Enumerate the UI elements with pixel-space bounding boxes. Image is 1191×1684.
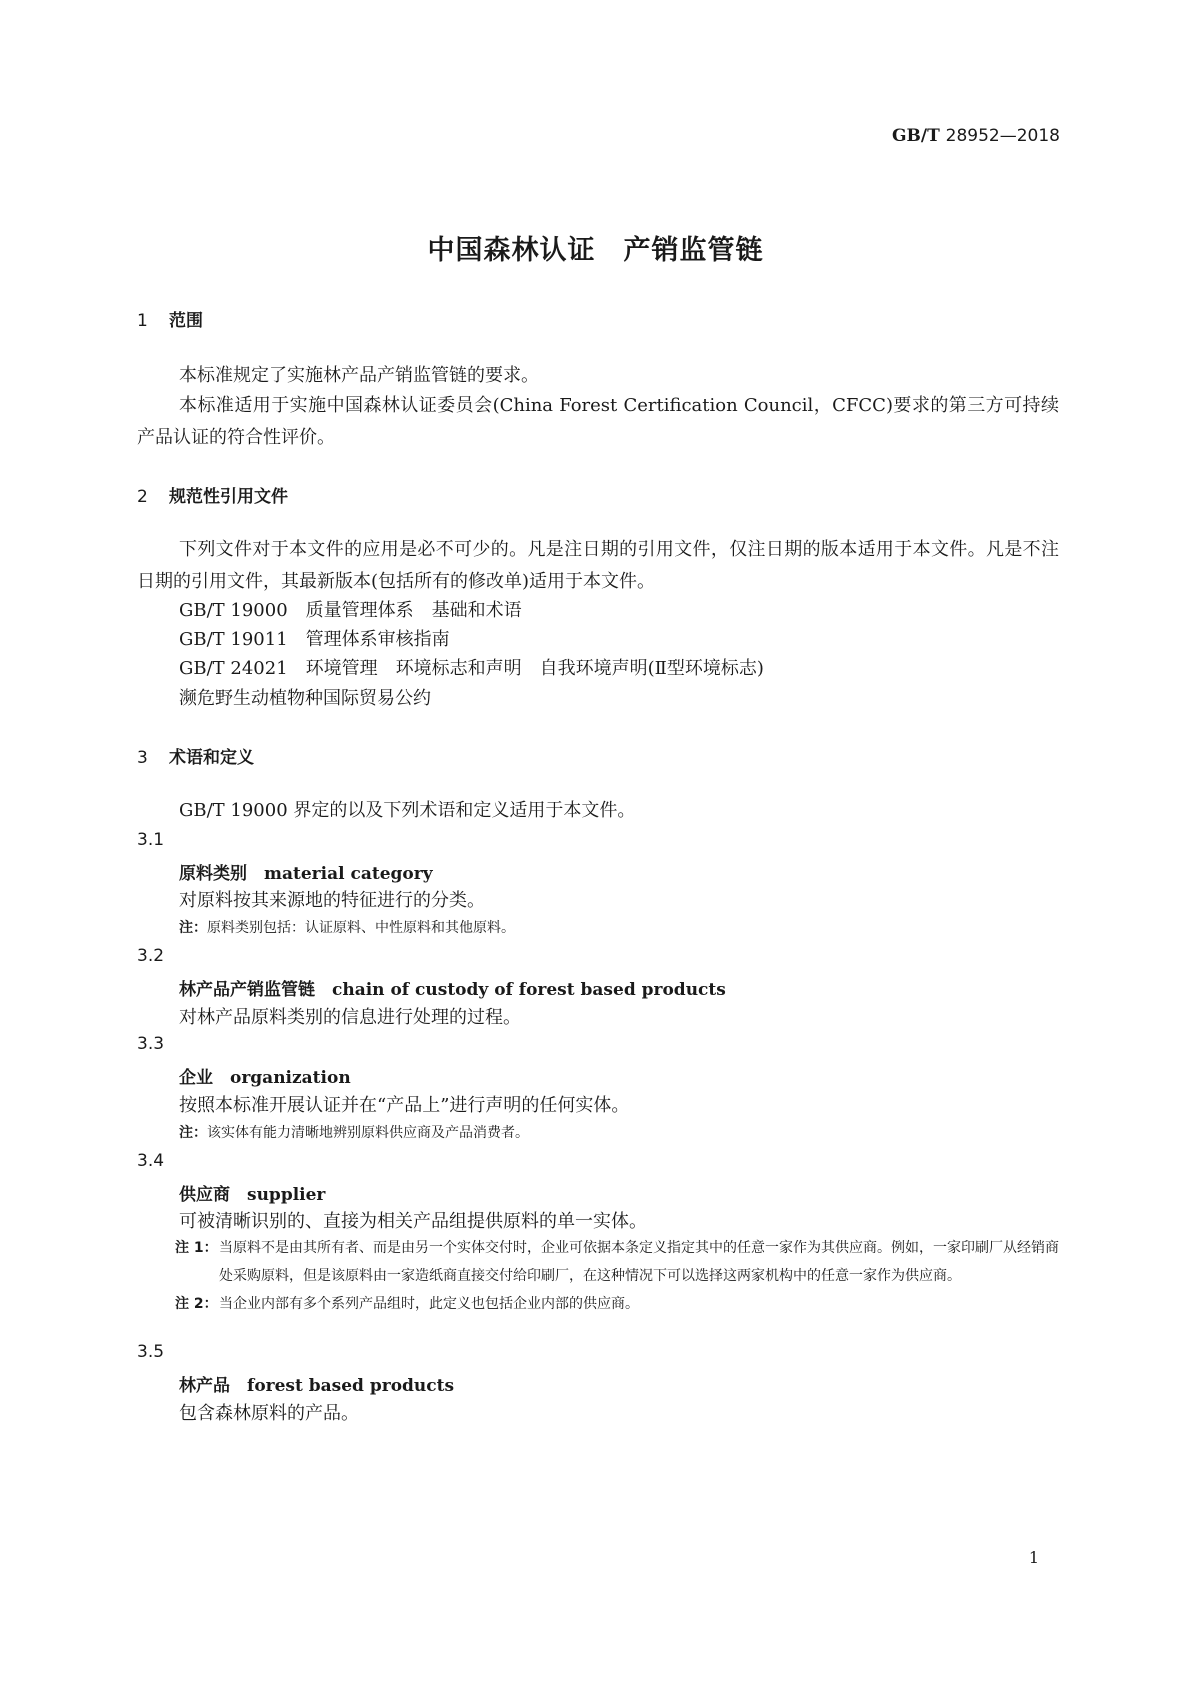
note-text: 当原料不是由其所有者、而是由另一个实体交付时，企业可依据本条定义指定其中的任意一家作为其供应商。例如，一家印刷厂从经销商处采购原料，但是该原料由一家造纸商直接交付给印刷厂，在这种情况下可以选择这两家机构中的任意一家作为供应商。 xyxy=(219,1240,1059,1284)
note-text: 原料类别包括：认证原料、中性原料和其他原料。 xyxy=(207,920,515,936)
reference-item: 濒危野生动植物种国际贸易公约 xyxy=(179,688,431,709)
term-note xyxy=(179,1119,529,1147)
term-definition: 可被清晰识别的、直接为相关产品组提供原料的单一实体。 xyxy=(179,1211,647,1232)
term-en: forest based products xyxy=(247,1376,455,1396)
term-notes xyxy=(175,1234,1065,1318)
section-3-title: 术语和定义 xyxy=(169,748,254,768)
clause-number: 3.3 xyxy=(137,1034,165,1054)
note-label: 注： xyxy=(179,920,207,936)
note-label: 注 2： xyxy=(175,1296,218,1312)
terms-intro: GB/T 19000 界定的以及下列术语和定义适用于本文件。 xyxy=(179,800,636,821)
section-1-title: 范围 xyxy=(169,311,203,331)
note-text: 该实体有能力清晰地辨别原料供应商及产品消费者。 xyxy=(207,1125,529,1141)
reference-item: GB/T 19000 质量管理体系 基础和术语 xyxy=(179,600,522,621)
section-3-heading xyxy=(137,743,254,768)
term-en: supplier xyxy=(247,1185,326,1205)
term-zh: 企业 xyxy=(179,1068,213,1088)
term-heading xyxy=(179,1180,325,1205)
clause-number: 3.5 xyxy=(137,1342,165,1362)
section-3-number: 3 xyxy=(137,748,148,768)
note-text: 当企业内部有多个系列产品组时，此定义也包括企业内部的供应商。 xyxy=(219,1296,639,1312)
code-prefix: GB/T xyxy=(891,126,940,146)
note-1 xyxy=(175,1234,1065,1290)
term-heading xyxy=(179,1371,454,1396)
note-label: 注： xyxy=(179,1125,207,1141)
term-zh: 林产品产销监管链 xyxy=(179,980,315,1000)
term-definition: 包含森林原料的产品。 xyxy=(179,1403,359,1424)
section-2-heading xyxy=(137,482,288,507)
standard-code xyxy=(892,126,1060,146)
note-label: 注 1： xyxy=(175,1240,218,1256)
document-title: 中国森林认证 产销监管链 xyxy=(427,235,764,266)
term-definition: 按照本标准开展认证并在“产品上”进行声明的任何实体。 xyxy=(179,1095,630,1116)
term-definition: 对林产品原料类别的信息进行处理的过程。 xyxy=(179,1007,521,1028)
term-en: material category xyxy=(264,864,433,884)
term-zh: 林产品 xyxy=(179,1376,230,1396)
clause-number: 3.4 xyxy=(137,1151,165,1171)
clause-number: 3.2 xyxy=(137,946,165,966)
section-1-number: 1 xyxy=(137,311,148,331)
term-zh: 供应商 xyxy=(179,1185,230,1205)
term-heading xyxy=(179,859,433,884)
code-number: 28952—2018 xyxy=(945,126,1060,146)
scope-paragraph-1: 本标准规定了实施林产品产销监管链的要求。 xyxy=(179,365,539,386)
clause-number: 3.1 xyxy=(137,830,165,850)
term-heading xyxy=(179,975,726,1000)
term-en: organization xyxy=(230,1068,351,1088)
term-note xyxy=(179,914,515,942)
section-2-number: 2 xyxy=(137,487,148,507)
scope-paragraph-2: 本标准适用于实施中国森林认证委员会(China Forest Certification Council，CFCC)要求的第三方可持续产品认证的符合性评价。 xyxy=(137,395,1059,448)
reference-item: GB/T 24021 环境管理 环境标志和声明 自我环境声明(Ⅱ型环境标志) xyxy=(179,658,764,679)
term-en: chain of custody of forest based products xyxy=(332,980,726,1000)
references-intro: 下列文件对于本文件的应用是必不可少的。凡是注日期的引用文件，仅注日期的版本适用于本文件。凡是不注日期的引用文件，其最新版本(包括所有的修改单)适用于本文件。 xyxy=(137,539,1059,592)
term-heading xyxy=(179,1063,351,1088)
reference-item: GB/T 19011 管理体系审核指南 xyxy=(179,629,450,650)
page-number: 1 xyxy=(1028,1548,1039,1567)
note-2 xyxy=(175,1290,1065,1318)
section-2-title: 规范性引用文件 xyxy=(169,487,288,507)
term-zh: 原料类别 xyxy=(179,864,247,884)
term-definition: 对原料按其来源地的特征进行的分类。 xyxy=(179,890,485,911)
section-1-heading xyxy=(137,306,203,331)
